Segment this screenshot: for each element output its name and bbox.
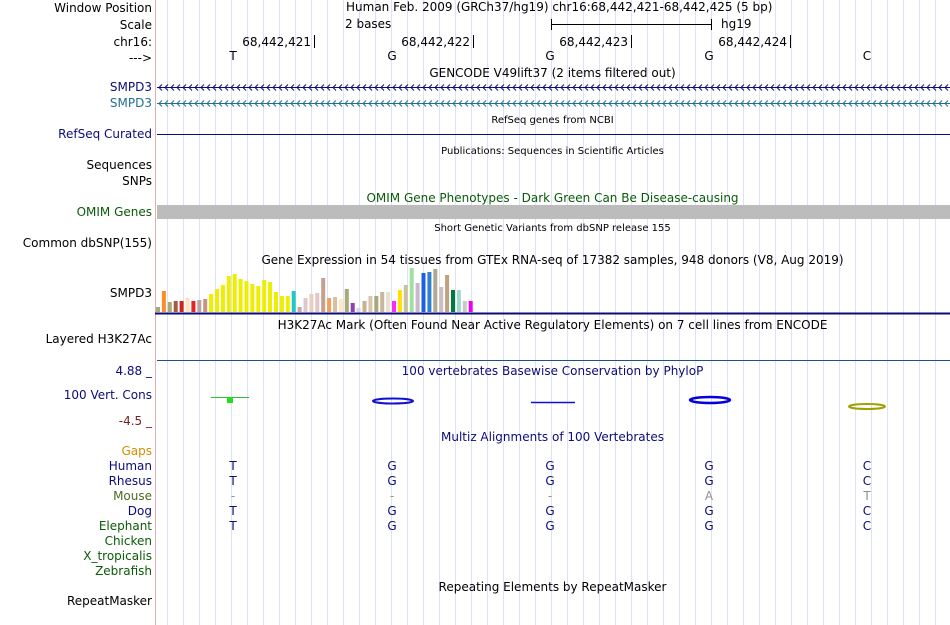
gtex-tissue-bar — [239, 279, 243, 312]
alignment-base: G — [387, 504, 397, 518]
gtex-tissue-bar — [186, 298, 190, 312]
alignment-base: G — [387, 459, 397, 473]
h3k27ac-track-title: H3K27Ac Mark (Often Found Near Active Regulatory Elements) on 7 cell lines from ENCODE — [277, 318, 828, 332]
scale-label: Scale — [119, 18, 152, 32]
gtex-tissue-bar — [280, 296, 284, 312]
track-label-column — [0, 0, 155, 625]
alignment-base: G — [387, 519, 397, 533]
phylop-track-label[interactable]: 100 Vert. Cons — [63, 388, 152, 402]
phylop-glyph — [227, 397, 233, 403]
alignment-base: G — [545, 474, 555, 488]
gtex-tissue-bar — [422, 273, 426, 312]
window-position-label: Window Position — [54, 1, 152, 15]
scale-bases-label: 2 bases — [345, 17, 392, 31]
window-position-value: Human Feb. 2009 (GRCh37/hg19) chr16:68,442,421-68,442,425 (5 bp) — [346, 0, 773, 14]
gtex-tissue-bar — [203, 299, 207, 312]
alignment-base: G — [704, 474, 714, 488]
gtex-tissue-bar — [209, 294, 213, 312]
gtex-tissue-bar — [268, 282, 272, 312]
gtex-tissue-bar — [351, 303, 355, 312]
alignment-base: C — [862, 519, 872, 533]
gtex-tissue-bar — [368, 296, 372, 312]
omim-track-title: OMIM Gene Phenotypes - Dark Green Can Be Disease-causing — [366, 191, 739, 205]
species-label[interactable]: Elephant — [98, 519, 152, 533]
alignment-base: C — [862, 474, 872, 488]
gtex-tissue-bar — [357, 308, 361, 312]
alignment-base: T — [229, 504, 237, 518]
species-label[interactable]: X_tropicalis — [83, 549, 152, 563]
ruler-base: G — [387, 49, 397, 63]
gtex-tissue-bar — [245, 281, 249, 312]
alignment-base: A — [704, 489, 714, 503]
species-label[interactable]: Rhesus — [108, 474, 152, 488]
gtex-tissue-bar — [274, 292, 278, 312]
alignment-base: T — [863, 489, 871, 503]
gtex-tissue-bar — [174, 301, 178, 312]
strand-label: ---> — [128, 51, 152, 65]
phylop-min-label: -4.5 _ — [118, 414, 152, 428]
gencode-track-title: GENCODE V49lift37 (2 items filtered out) — [429, 66, 676, 80]
alignment-base: G — [545, 459, 555, 473]
gtex-tissue-bar — [416, 283, 420, 312]
snps-track-label[interactable]: SNPs — [122, 174, 152, 188]
ruler-base: G — [545, 49, 555, 63]
gtex-tissue-bar — [386, 292, 390, 312]
phylop-glyph — [849, 404, 885, 409]
gtex-tissue-bar — [286, 296, 290, 312]
gtex-tissue-bar — [433, 269, 437, 312]
ruler-base: G — [704, 49, 714, 63]
species-label[interactable]: Zebrafish — [95, 564, 152, 578]
gtex-tissue-bar — [250, 284, 254, 312]
gtex-tissue-bar — [168, 302, 172, 312]
gencode-item-label[interactable]: SMPD3 — [109, 96, 152, 110]
phylop-glyph — [373, 399, 413, 404]
alignment-base: G — [545, 504, 555, 518]
alignment-base: - — [230, 489, 236, 503]
alignment-base: T — [229, 459, 237, 473]
ruler-base: C — [862, 49, 872, 63]
gtex-tissue-bar — [221, 285, 225, 312]
ruler-position-label: 68,442,422 — [401, 35, 470, 49]
publications-track-title: Publications: Sequences in Scientific Articles — [441, 146, 664, 157]
gtex-tissue-bar — [374, 296, 378, 312]
alignment-base: G — [704, 459, 714, 473]
gtex-tissue-bar — [215, 289, 219, 312]
alignment-base: G — [704, 519, 714, 533]
alignment-base: T — [229, 474, 237, 488]
ruler-base: T — [229, 49, 237, 63]
gtex-tissue-bar — [321, 278, 325, 312]
gaps-label: Gaps — [121, 444, 152, 458]
gtex-tissue-bar — [256, 286, 260, 312]
gtex-track-label[interactable]: SMPD3 — [109, 286, 152, 300]
omim-track-label[interactable]: OMIM Genes — [76, 205, 152, 219]
sequences-track-label[interactable]: Sequences — [86, 158, 152, 172]
gtex-tissue-bar — [227, 276, 231, 312]
omim-phenotype-bar — [157, 205, 950, 219]
gtex-tissue-bar — [197, 300, 201, 312]
gtex-tissue-bar — [427, 272, 431, 312]
repeatmasker-track-title: Repeating Elements by RepeatMasker — [438, 580, 667, 594]
gtex-tissue-bar — [339, 299, 343, 312]
gtex-tissue-bar — [457, 290, 461, 312]
gtex-tissue-bar — [439, 287, 443, 312]
phylop-track-title: 100 vertebrates Basewise Conservation by PhyloP — [401, 364, 704, 378]
refseq-track-title: RefSeq genes from NCBI — [491, 115, 614, 126]
gtex-tissue-bar — [380, 292, 384, 312]
alignment-base: G — [704, 504, 714, 518]
gtex-tissue-bar — [180, 301, 184, 312]
alignment-base: - — [389, 489, 395, 503]
gtex-tissue-bar — [363, 301, 367, 312]
gtex-tissue-bar — [315, 293, 319, 312]
species-label[interactable]: Dog — [127, 504, 152, 518]
species-label[interactable]: Mouse — [113, 489, 152, 503]
ruler-position-label: 68,442,423 — [559, 35, 628, 49]
ruler-position-label: 68,442,421 — [242, 35, 311, 49]
phylop-glyph — [690, 397, 730, 403]
chrom-label: chr16: — [113, 35, 152, 49]
gtex-tissue-bar — [410, 268, 414, 312]
scale-assembly-label: hg19 — [721, 17, 752, 31]
gtex-tissue-bar — [191, 301, 195, 312]
species-label[interactable]: Chicken — [104, 534, 152, 548]
multiz-track-title: Multiz Alignments of 100 Vertebrates — [440, 430, 665, 444]
gtex-tissue-bar — [156, 307, 160, 312]
alignment-base: G — [387, 474, 397, 488]
species-label[interactable]: Human — [108, 459, 152, 473]
gtex-tissue-bar — [445, 275, 449, 312]
gtex-tissue-bar — [469, 301, 473, 312]
gtex-tissue-bar — [292, 291, 296, 312]
ruler-position-label: 68,442,424 — [718, 35, 787, 49]
gtex-tissue-bar — [392, 301, 396, 312]
gtex-tissue-bar — [298, 307, 302, 312]
repeatmasker-track-label[interactable]: RepeatMasker — [66, 594, 152, 608]
alignment-base: G — [545, 519, 555, 533]
alignment-base: C — [862, 504, 872, 518]
gtex-tissue-bar — [404, 285, 408, 312]
gtex-tissue-bar — [451, 290, 455, 312]
gtex-tissue-bar — [345, 289, 349, 312]
gtex-tissue-bar — [309, 294, 313, 312]
gtex-tissue-bar — [333, 297, 337, 312]
alignment-base: - — [547, 489, 553, 503]
phylop-max-label: 4.88 _ — [115, 364, 152, 378]
gtex-track-title: Gene Expression in 54 tissues from GTEx RNA-seq of 17382 samples, 948 donors (V8, Aug 2019) — [261, 253, 844, 267]
alignment-base: C — [862, 459, 872, 473]
gtex-tissue-bar — [233, 274, 237, 312]
gtex-tissue-bar — [463, 301, 467, 312]
refseq-track-label[interactable]: RefSeq Curated — [58, 127, 152, 141]
gtex-tissue-bar — [304, 298, 308, 312]
gtex-tissue-bar — [162, 291, 166, 312]
gtex-tissue-bar — [327, 298, 331, 312]
h3k27ac-track-label[interactable]: Layered H3K27Ac — [45, 332, 152, 346]
gtex-tissue-bar — [262, 280, 266, 312]
dbsnp-track-title: Short Genetic Variants from dbSNP release 155 — [434, 223, 671, 234]
alignment-base: T — [229, 519, 237, 533]
gtex-tissue-bar — [398, 290, 402, 312]
dbsnp-track-label[interactable]: Common dbSNP(155) — [22, 236, 152, 250]
gencode-item-label[interactable]: SMPD3 — [109, 80, 152, 94]
